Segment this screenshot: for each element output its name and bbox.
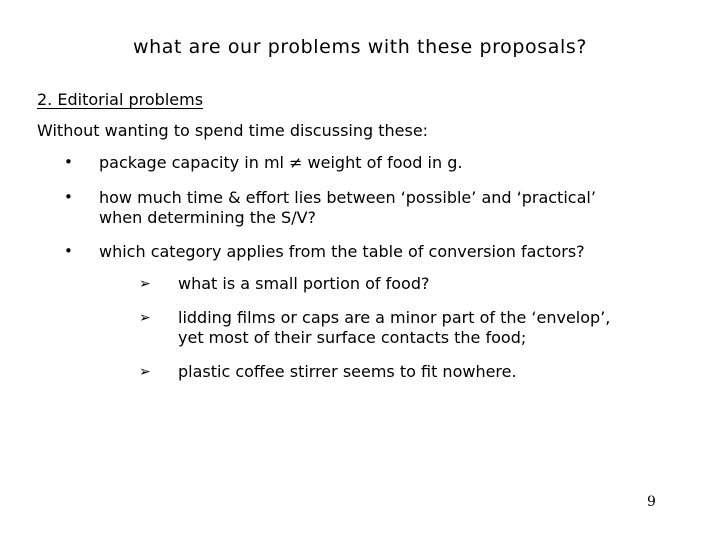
bullet-marker: • xyxy=(64,242,73,260)
page-number: 9 xyxy=(647,494,656,510)
sub-item-lidding-films xyxy=(178,308,698,348)
sub-item-coffee-stirrer: plastic coffee stirrer seems to fit nowhere. xyxy=(178,362,517,381)
bullet-item-category: which category applies from the table of conversion factors? xyxy=(99,242,585,261)
bullet-item-capacity: package capacity in ml ≠ weight of food in g. xyxy=(99,153,463,172)
bullet-marker: • xyxy=(64,153,73,171)
bullet-item-effort xyxy=(99,188,699,228)
intro-text: Without wanting to spend time discussing these: xyxy=(37,121,429,140)
bullet-item-effort-line1: how much time & effort lies between ‘possible’ and ‘practical’ xyxy=(99,188,596,207)
bullet-item-effort-line2: when determining the S/V? xyxy=(99,208,317,227)
arrow-bullet-icon: ➢ xyxy=(139,310,151,326)
arrow-bullet-icon: ➢ xyxy=(139,364,151,380)
slide-title: what are our problems with these proposals? xyxy=(132,36,588,58)
bullet-marker: • xyxy=(64,188,73,206)
sub-item-lidding-films-line1: lidding films or caps are a minor part of the ‘envelop’, xyxy=(178,308,611,327)
sub-item-small-portion: what is a small portion of food? xyxy=(178,274,430,293)
sub-item-lidding-films-line2: yet most of their surface contacts the food; xyxy=(178,328,527,347)
section-heading: 2. Editorial problems xyxy=(37,90,204,109)
arrow-bullet-icon: ➢ xyxy=(139,276,151,292)
